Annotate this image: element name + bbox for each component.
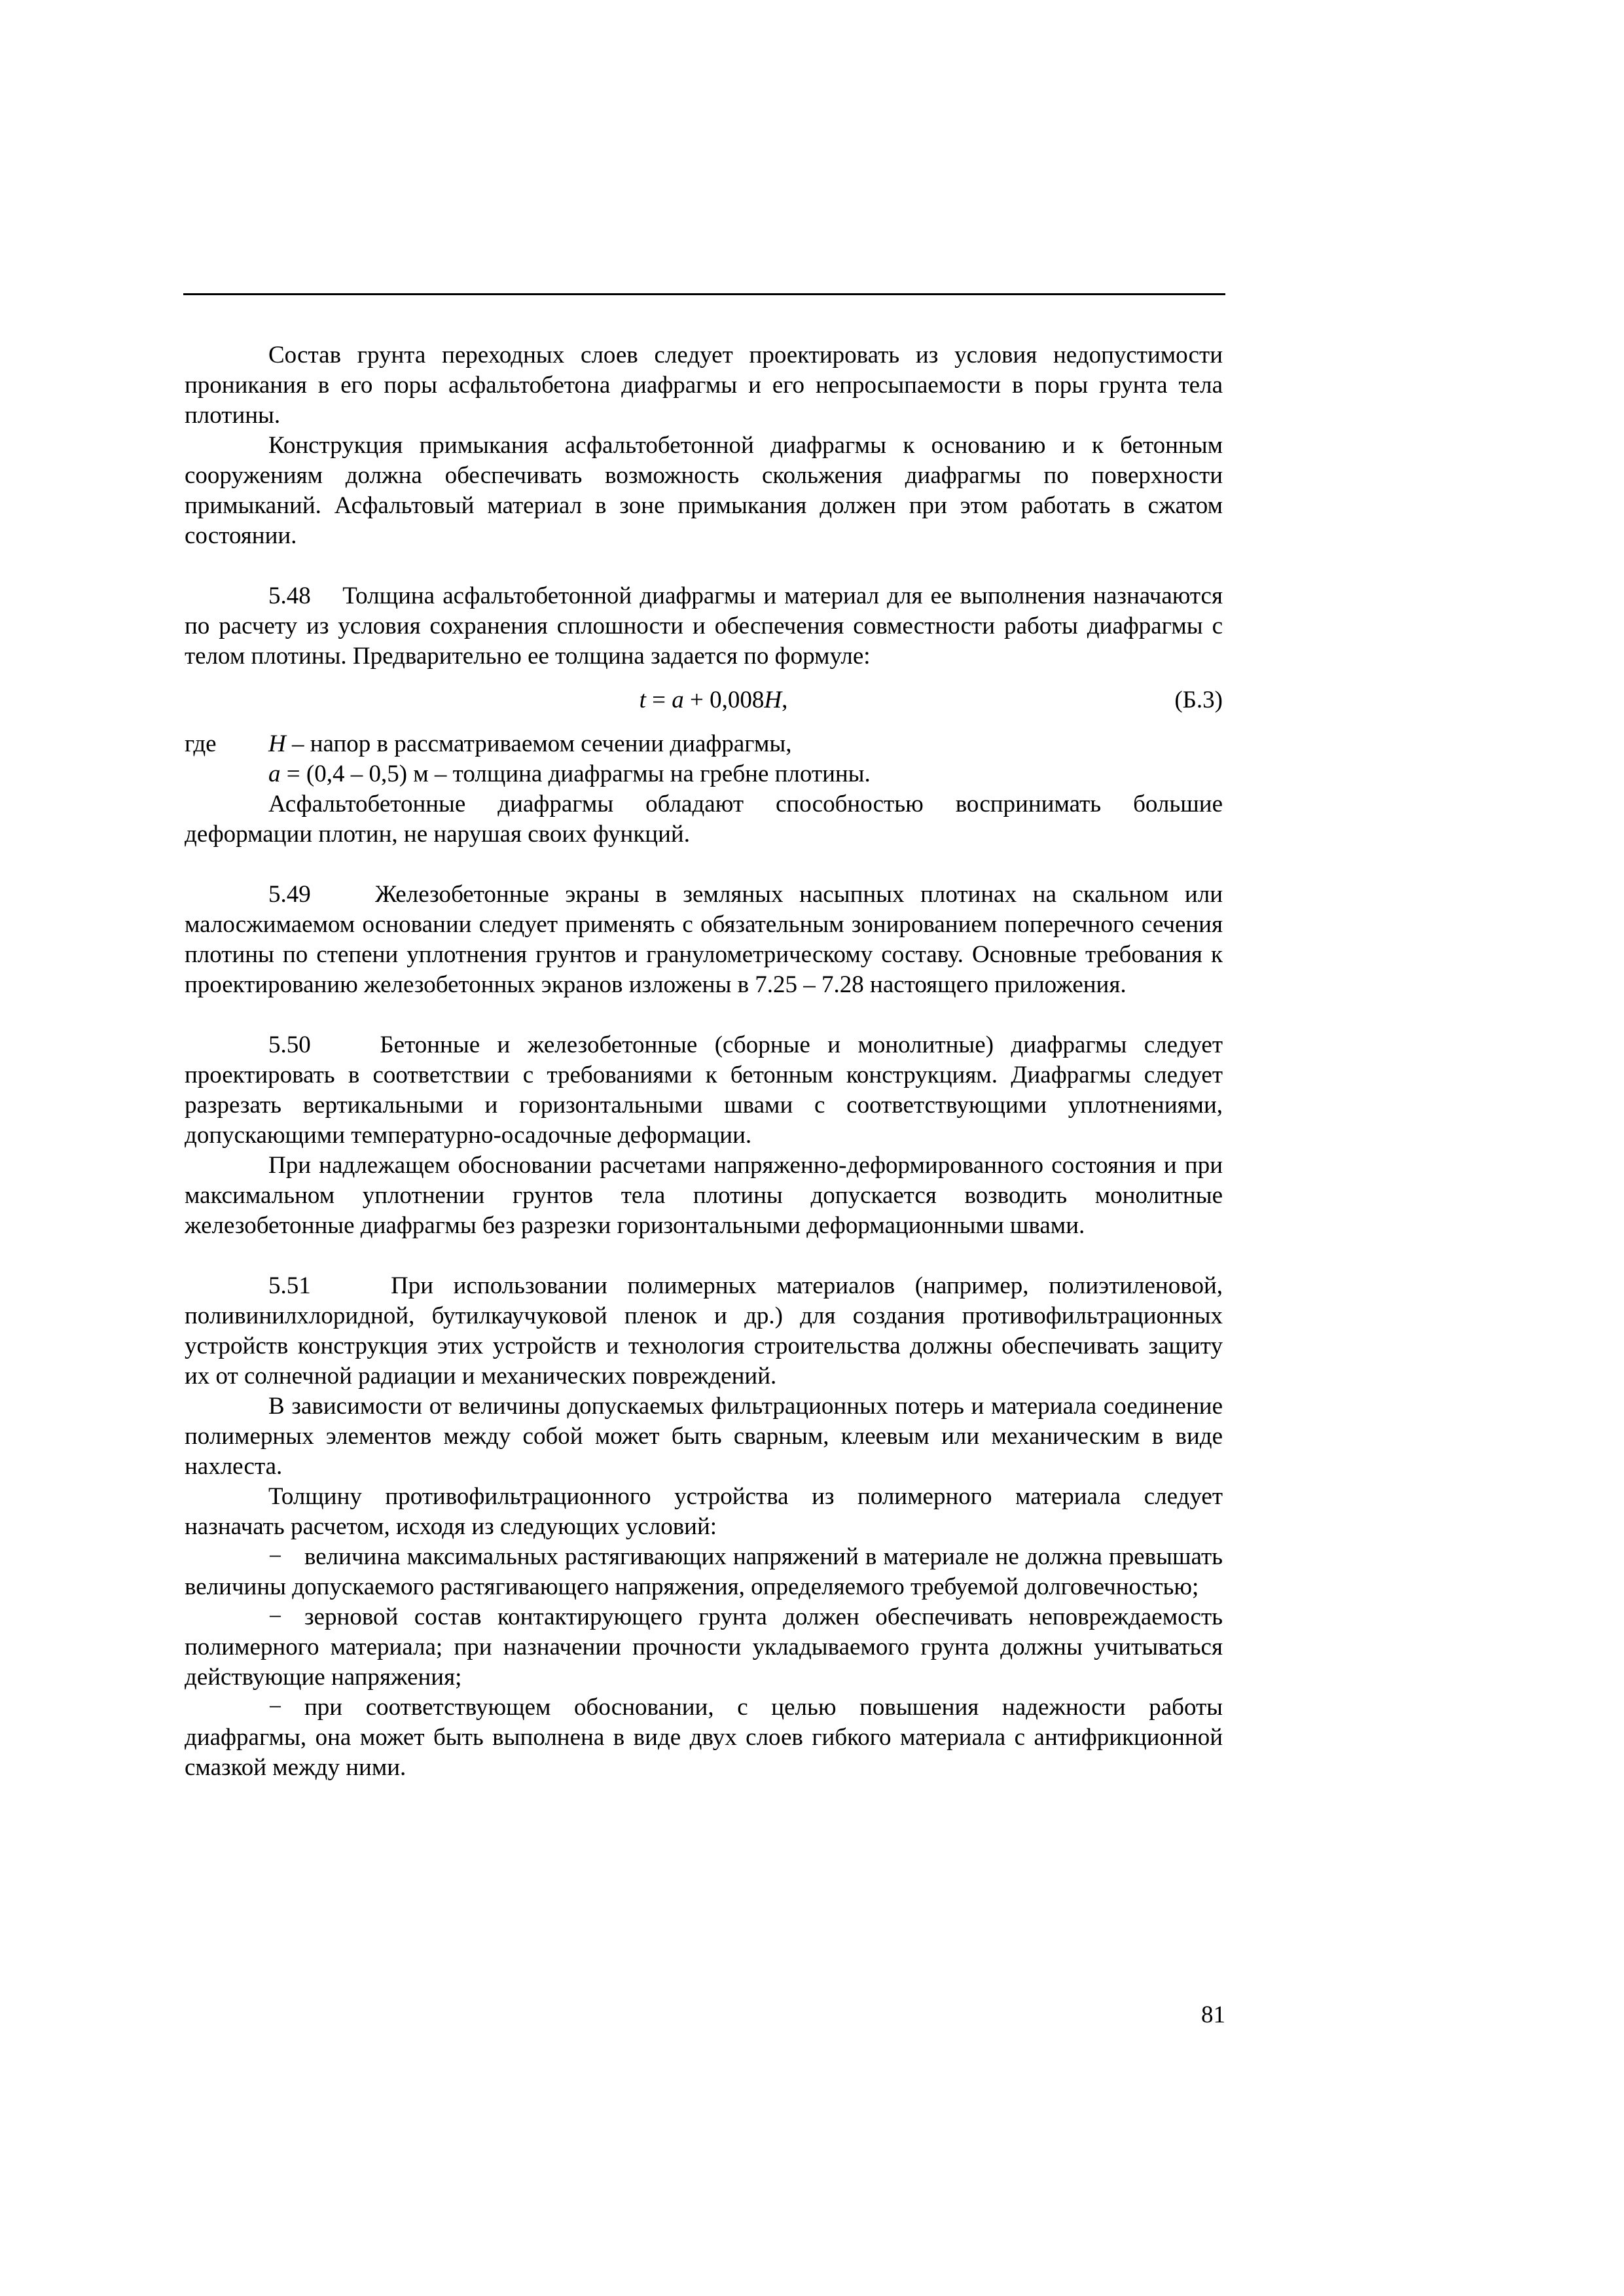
list-item: − зерновой состав контактирующего грунта должен обеспечивать неповреждаемость полимерного материала; при назначении прочности укладываемого грунта должны учитываться действующие напряжения; [185, 1604, 1223, 1691]
section-text: Железобетонные экраны в земляных насыпных плотинах на скальном или малосжимаемом основании следует применять с обязательным зонированием поперечного сечения плотины по степени уплотнения грунтов и гранулометрическому составу. Основные требования к проектированию железобетонных экранов изложены в 7.25 – 7.28 настоящего приложения. [185, 881, 1223, 998]
formula-b3 [185, 682, 1223, 719]
where-label: где [185, 730, 217, 757]
section-number: 5.48 [268, 583, 311, 609]
section-text: Бетонные и железобетонные (сборные и монолитные) диафрагмы следует проектировать в соответствии с требованиями к бетонным конструкциям. Диафрагмы следует разрезать вертикальными и горизонтальными швами с соответствующими уплотнениями, допускающими температурно-осадочные деформации. [185, 1031, 1223, 1149]
section-number: 5.51 [268, 1272, 311, 1299]
paragraph: Конструкция примыкания асфальтобетонной диафрагмы к основанию и к бетонным сооружениям должна обеспечивать возможность скольжения диафрагмы по поверхности примыканий. Асфальтовый материал в зоне примыкания должен при этом работать в сжатом состоянии. [185, 432, 1223, 549]
formula-number: (Б.3) [1174, 687, 1223, 713]
section-5-48 [185, 581, 1223, 672]
document-body [185, 340, 1223, 1783]
header-rule [183, 293, 1225, 295]
section-5-50 [185, 1030, 1223, 1151]
paragraph: Толщину противофильтрационного устройства из полимерного материала следует назначать расчетом, исходя из следующих условий: [185, 1483, 1223, 1540]
dash-marker: − [268, 1604, 282, 1630]
legend-h: H – напор в рассматриваемом сечении диафрагмы, [268, 730, 792, 757]
section-text: Толщина асфальтобетонной диафрагмы и материал для ее выполнения назначаются по расчету из условия сохранения сплошности и обеспечения совместности работы диафрагмы с телом плотины. Предварительно ее толщина задается по формуле: [185, 583, 1223, 670]
section-number: 5.50 [268, 1031, 311, 1058]
section-5-49 [185, 880, 1223, 1000]
list-item: − величина максимальных растягивающих напряжений в материале не должна превышать величины допускаемого растягивающего напряжения, определяемого требуемой долговечностью; [185, 1543, 1223, 1600]
dash-marker: − [268, 1543, 282, 1570]
paragraph: Асфальтобетонные диафрагмы обладают способностью воспринимать большие деформации плотин, не нарушая своих функций. [185, 791, 1223, 848]
section-text: При использовании полимерных материалов (например, полиэтиленовой, поливинилхлоридной, бутилкаучуковой пленок и др.) для создания противофильтрационных устройств конструкция этих устройств и технология строительства должны обеспечивать защиту их от солнечной радиации и механических повреждений. [185, 1272, 1223, 1390]
section-5-51 [185, 1271, 1223, 1391]
formula-legend [185, 729, 1223, 759]
legend-a: a = (0,4 – 0,5) м – толщина диафрагмы на гребне плотины. [268, 761, 871, 787]
paragraph: Состав грунта переходных слоев следует проектировать из условия недопустимости проникания в его поры асфальтобетона диафрагмы и его непросыпаемости в поры грунта тела плотины. [185, 342, 1223, 429]
paragraph: В зависимости от величины допускаемых фильтрационных потерь и материала соединение полимерных элементов между собой может быть сварным, клеевым или механическим в виде нахлеста. [185, 1393, 1223, 1480]
dash-marker: − [268, 1694, 282, 1721]
formula-expression: t = a + 0,008H, [639, 687, 788, 713]
section-number: 5.49 [268, 881, 311, 908]
paragraph: При надлежащем обосновании расчетами напряженно-деформированного состояния и при максимальном уплотнении грунтов тела плотины допускается возводить монолитные железобетонные диафрагмы без разрезки горизонтальными деформационными швами. [185, 1152, 1223, 1239]
page-number: 81 [1201, 2001, 1225, 2028]
list-item: − при соответствующем обосновании, с целью повышения надежности работы диафрагмы, она может быть выполнена в виде двух слоев гибкого материала с антифрикционной смазкой между ними. [185, 1694, 1223, 1781]
